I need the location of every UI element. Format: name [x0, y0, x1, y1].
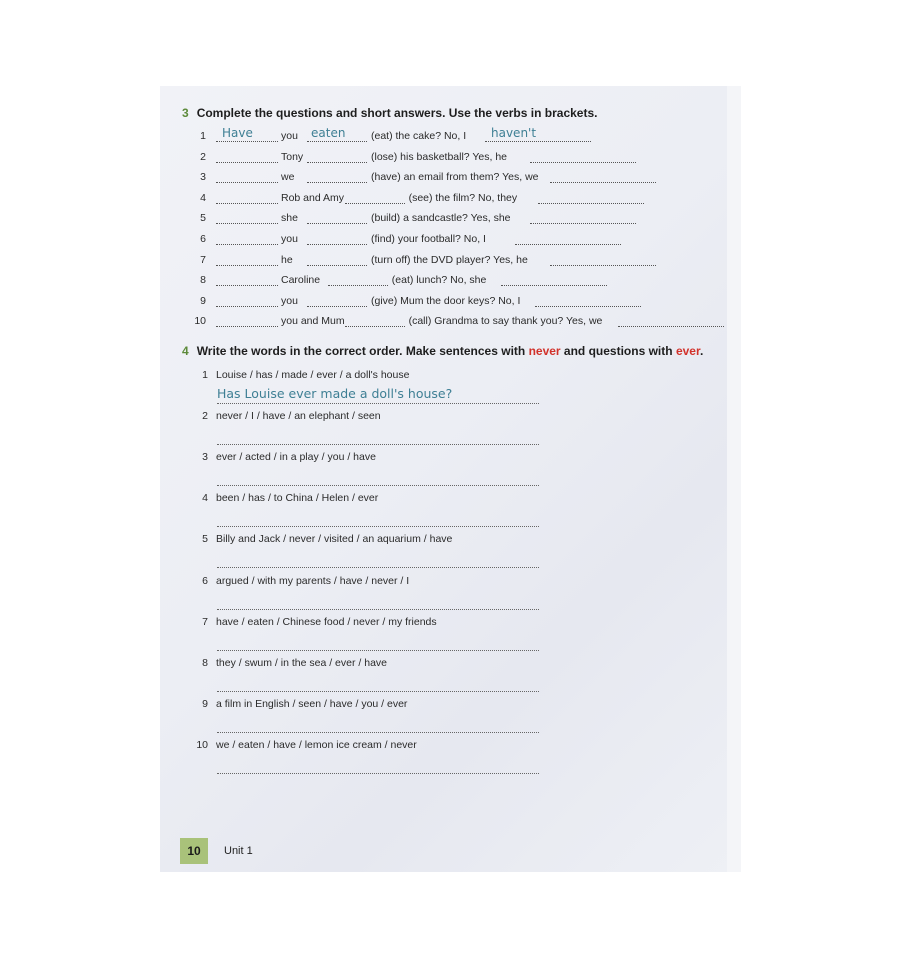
- exercise-4-instruction-c: .: [699, 344, 704, 358]
- item-number: 10: [194, 315, 206, 328]
- short-answer-blank[interactable]: [538, 191, 644, 204]
- question-text: (eat) the cake? No, I: [371, 130, 467, 142]
- word-order-item: [160, 575, 741, 591]
- answer-line[interactable]: [217, 690, 539, 692]
- question-text: (lose) his basketball? Yes, he: [371, 150, 508, 163]
- aux-blank[interactable]: [216, 314, 278, 327]
- word-order-item: [160, 698, 741, 714]
- keyword-never: never: [528, 344, 561, 358]
- answer-line[interactable]: [217, 402, 539, 404]
- question-row: [160, 151, 741, 167]
- aux-blank[interactable]: [216, 253, 278, 266]
- exercise-4-heading: [182, 344, 703, 358]
- verb-blank[interactable]: [307, 150, 367, 163]
- exercise-3-instruction: Complete the questions and short answers. Use the verbs in brackets.: [196, 106, 598, 120]
- subject: you: [281, 233, 298, 245]
- aux-blank[interactable]: [216, 232, 278, 245]
- answer-line[interactable]: [217, 649, 539, 651]
- question-text: (give) Mum the door keys? No, I: [371, 294, 521, 307]
- question-text: (turn off) the DVD player? Yes, he: [371, 253, 528, 266]
- word-order-item: [160, 410, 741, 426]
- question-row: [160, 126, 741, 146]
- word-order-item: [160, 657, 741, 673]
- scrambled-words: a film in English / seen / have / you / ever: [216, 697, 408, 710]
- short-answer: haven't: [491, 126, 537, 140]
- item-number: 4: [200, 191, 206, 204]
- subject: Caroline: [281, 274, 321, 287]
- subject: Tony: [281, 150, 304, 163]
- aux-blank[interactable]: [216, 191, 278, 204]
- scrambled-words: argued / with my parents / have / never / I: [216, 574, 410, 587]
- subject: she: [281, 212, 298, 225]
- question-row: [160, 233, 741, 249]
- item-number: 3: [202, 451, 208, 464]
- question-row: [160, 254, 741, 270]
- item-number: 1: [200, 130, 206, 142]
- short-answer-blank[interactable]: [530, 211, 636, 224]
- verb-blank[interactable]: [307, 253, 367, 266]
- question-row: [160, 171, 741, 187]
- question-row: [160, 274, 741, 290]
- word-order-item: [160, 492, 741, 508]
- scrambled-words: we / eaten / have / lemon ice cream / never: [216, 738, 417, 751]
- exercise-4-instruction-a: Write the words in the correct order. Make sentences with: [196, 344, 529, 358]
- item-number: 6: [202, 574, 208, 587]
- verb-blank[interactable]: [307, 232, 367, 245]
- question-row: [160, 295, 741, 311]
- answer-line[interactable]: [217, 525, 539, 527]
- scrambled-words: been / has / to China / Helen / ever: [216, 492, 379, 505]
- question-text: (call) Grandma to say thank you? Yes, we: [408, 315, 603, 328]
- verb-blank[interactable]: [307, 170, 367, 183]
- scrambled-words: Billy and Jack / never / visited / an aquarium / have: [216, 533, 453, 546]
- answer-line[interactable]: [217, 566, 539, 568]
- item-number: 5: [200, 212, 206, 225]
- short-answer-blank[interactable]: [535, 294, 641, 307]
- item-number: 2: [200, 150, 206, 163]
- answer-line[interactable]: [217, 443, 539, 445]
- aux-blank[interactable]: [216, 150, 278, 163]
- item-number: 7: [200, 253, 206, 266]
- short-answer-blank[interactable]: [485, 126, 591, 142]
- unit-label: Unit 1: [224, 845, 253, 857]
- item-number: 8: [202, 656, 208, 669]
- aux-blank[interactable]: [216, 273, 278, 286]
- word-order-item: [160, 451, 741, 467]
- verb-blank[interactable]: [328, 273, 388, 286]
- item-number: 2: [202, 410, 208, 423]
- example-answer: Has Louise ever made a doll's house?: [217, 386, 453, 401]
- page-number: 10: [180, 838, 208, 864]
- item-number: 5: [202, 533, 208, 546]
- subject: Rob and Amy: [281, 191, 345, 204]
- short-answer-blank[interactable]: [515, 232, 621, 245]
- subject: he: [281, 253, 293, 266]
- verb-blank[interactable]: [307, 211, 367, 224]
- keyword-ever: ever: [675, 344, 700, 358]
- aux-blank[interactable]: [216, 294, 278, 307]
- short-answer-blank[interactable]: [550, 170, 656, 183]
- aux-blank[interactable]: [216, 126, 278, 142]
- aux-blank[interactable]: [216, 170, 278, 183]
- question-text: (have) an email from them? Yes, we: [371, 171, 539, 184]
- question-row: [160, 212, 741, 228]
- answer-line[interactable]: [217, 608, 539, 610]
- exercise-4-number: 4: [182, 344, 189, 358]
- verb-blank[interactable]: [307, 294, 367, 307]
- scrambled-words: they / swum / in the sea / ever / have: [216, 656, 387, 669]
- aux-answer: Have: [222, 126, 253, 140]
- item-number: 1: [202, 369, 208, 381]
- item-number: 9: [202, 697, 208, 710]
- word-order-item: [160, 739, 741, 755]
- question-text: (build) a sandcastle? Yes, she: [371, 212, 511, 225]
- answer-line[interactable]: [217, 772, 539, 774]
- workbook-page: [160, 86, 741, 872]
- question-row: [160, 315, 741, 331]
- verb-blank[interactable]: [307, 126, 367, 142]
- verb-blank[interactable]: [345, 191, 405, 204]
- answer-line[interactable]: [217, 484, 539, 486]
- question-text: (eat) lunch? No, she: [391, 274, 487, 287]
- item-number: 6: [200, 233, 206, 245]
- item-number: 7: [202, 615, 208, 628]
- question-row: [160, 192, 741, 208]
- scrambled-words: have / eaten / Chinese food / never / my friends: [216, 615, 437, 628]
- verb-answer: eaten: [311, 126, 346, 140]
- short-answer-blank[interactable]: [530, 150, 636, 163]
- question-text: (find) your football? No, I: [371, 233, 486, 245]
- verb-blank[interactable]: [345, 314, 405, 327]
- subject: you: [281, 294, 298, 307]
- short-answer-blank[interactable]: [501, 273, 607, 286]
- exercise-3-heading: [182, 106, 597, 120]
- item-number: 8: [200, 274, 206, 287]
- word-order-item: [160, 616, 741, 632]
- item-number: 3: [200, 171, 206, 184]
- exercise-3-number: 3: [182, 106, 189, 120]
- scrambled-words: ever / acted / in a play / you / have: [216, 451, 376, 464]
- scrambled-words: Louise / has / made / ever / a doll's house: [216, 369, 410, 381]
- subject: you: [281, 130, 298, 142]
- subject: you and Mum: [281, 315, 345, 328]
- short-answer-blank[interactable]: [618, 314, 724, 327]
- short-answer-blank[interactable]: [550, 253, 656, 266]
- item-number: 10: [196, 738, 208, 751]
- item-number: 4: [202, 492, 208, 505]
- question-text: (see) the film? No, they: [408, 191, 518, 204]
- answer-line[interactable]: [217, 731, 539, 733]
- exercise-4-instruction-b: and questions with: [560, 344, 676, 358]
- subject: we: [281, 171, 295, 184]
- word-order-item: [160, 369, 741, 385]
- word-order-item: [160, 533, 741, 549]
- aux-blank[interactable]: [216, 211, 278, 224]
- scrambled-words: never / I / have / an elephant / seen: [216, 410, 381, 423]
- item-number: 9: [200, 294, 206, 307]
